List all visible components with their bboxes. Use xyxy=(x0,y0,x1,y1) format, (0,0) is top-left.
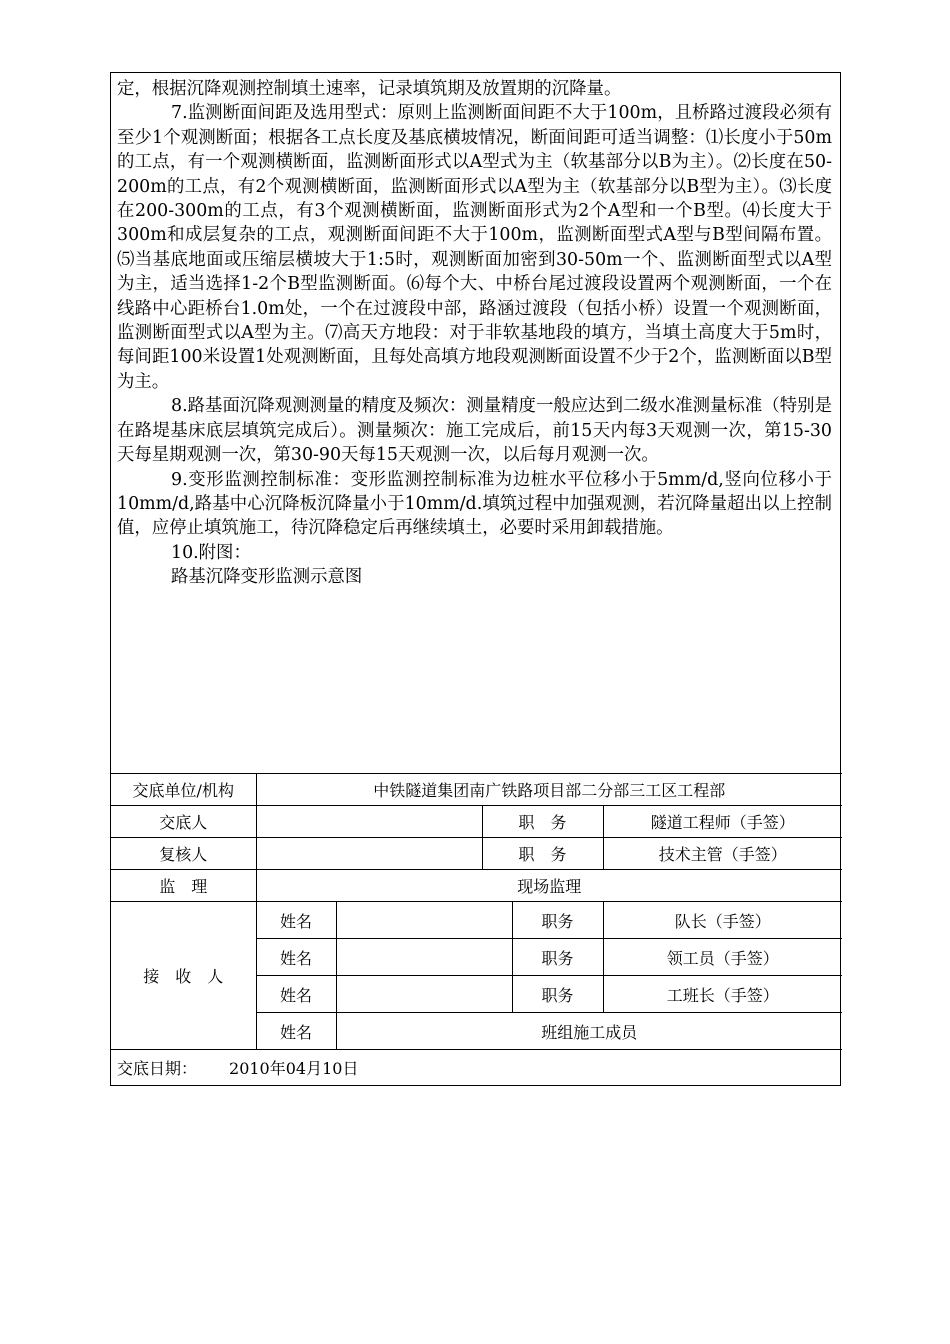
paragraph-section-9: 9.变形监测控制标准：变形监测控制标准为边桩水平位移小于5mm/d,竖向位移小于10mm/d,路基中心沉降板沉降量小于10mm/d.填筑过程中加强观测，若沉降量超出以上控制值，应停止填筑施工，待沉降稳定后再继续填土，必要时采用卸载措施。 xyxy=(117,469,832,539)
team-members: 班组施工成员 xyxy=(336,1013,842,1050)
date-label: 交底日期： xyxy=(117,1058,198,1078)
reviewer-position-label: 职 务 xyxy=(482,838,603,870)
receiver-name-label: 姓名 xyxy=(256,939,336,976)
unit-value: 中铁隧道集团南广铁路项目部二分部三工区工程部 xyxy=(256,774,842,806)
reviewer-name[interactable] xyxy=(256,838,482,870)
signature-table xyxy=(111,773,842,1085)
supervisor-label: 监 理 xyxy=(111,870,256,902)
unit-row xyxy=(111,774,842,806)
date-value: 2010年04月10日 xyxy=(229,1058,359,1078)
receiver-duty-label: 职务 xyxy=(512,902,603,939)
unit-label: 交底单位/机构 xyxy=(111,774,256,806)
receiver-duty-value: 队长（手签） xyxy=(603,902,842,939)
presenter-name[interactable] xyxy=(256,806,482,838)
receiver-duty-value: 领工员（手签） xyxy=(603,939,842,976)
figure-caption: 路基沉降变形监测示意图 xyxy=(171,567,363,588)
date-cell xyxy=(111,1050,842,1085)
reviewer-position: 技术主管（手签） xyxy=(603,838,842,870)
receiver-name-label: 姓名 xyxy=(256,1013,336,1050)
paragraph-continuation: 定，根据沉降观测控制填土速率，记录填筑期及放置期的沉降量。 xyxy=(117,79,622,99)
receiver-label: 接 收 人 xyxy=(111,902,256,1050)
reviewer-label: 复核人 xyxy=(111,838,256,870)
receiver-name-label: 姓名 xyxy=(256,976,336,1013)
paragraph-section-10: 10.附图： xyxy=(171,542,251,563)
date-row xyxy=(111,1050,842,1085)
disclosure-form xyxy=(110,72,841,1086)
receiver-name-label: 姓名 xyxy=(256,902,336,939)
reviewer-row xyxy=(111,838,842,870)
presenter-position: 隧道工程师（手签） xyxy=(603,806,842,838)
receiver-row-1 xyxy=(111,902,842,939)
body-text xyxy=(111,73,840,773)
supervisor-row xyxy=(111,870,842,902)
presenter-label: 交底人 xyxy=(111,806,256,838)
presenter-position-label: 职 务 xyxy=(482,806,603,838)
receiver-name-value[interactable] xyxy=(336,939,512,976)
paragraph-section-8: 8.路基面沉降观测测量的精度及频次：测量精度一般应达到二级水准测量标准（特别是在路堤基床底层填筑完成后）。测量频次：施工完成后，前15天内每3天观测一次，第15-30天每星期观测一次，第30-90天每15天观测一次，以后每月观测一次。 xyxy=(117,396,832,466)
supervisor-value: 现场监理 xyxy=(256,870,842,902)
receiver-duty-label: 职务 xyxy=(512,976,603,1013)
receiver-duty-label: 职务 xyxy=(512,939,603,976)
paragraph-section-7: 7.监测断面间距及选用型式：原则上监测断面间距不大于100m，且桥路过渡段必须有至少1个观测断面；根据各工点长度及基底横坡情况，断面间距可适当调整：⑴长度小于50m的工点，有一个观测横断面，监测断面形式以A型式为主（软基部分以B为主）。⑵长度在50-200m的工点，有2个观测横断面，监测断面形式以A型为主（软基部分以B型为主）。⑶长度在200-300m的工点，有3个观测横断面，监测断面形式为2个A型和一个B型。⑷长度大于300m和成层复杂的工点，观测断面间距不大于100m，监测断面型式A型与B型间隔布置。⑸当基底地面或压缩层横坡大于1:5时，观测断面加密到30-50m一个、监测断面型式以A型为主，适当选择1-2个B型监测断面。⑹每个大、中桥台尾过渡段设置两个观测断面，一个在线路中心距桥台1.0m处，一个在过渡段中部，路涵过渡段（包括小桥）设置一个观测断面，监测断面型式以A型为主。⑺高天方地段：对于非软基地段的填方，当填土高度大于5m时，每间距100米设置1处观测断面，且每处高填方地段观测断面设置不少于2个，监测断面以B型为主。 xyxy=(117,103,832,392)
receiver-name-value[interactable] xyxy=(336,976,512,1013)
receiver-duty-value: 工班长（手签） xyxy=(603,976,842,1013)
receiver-name-value[interactable] xyxy=(336,902,512,939)
presenter-row xyxy=(111,806,842,838)
